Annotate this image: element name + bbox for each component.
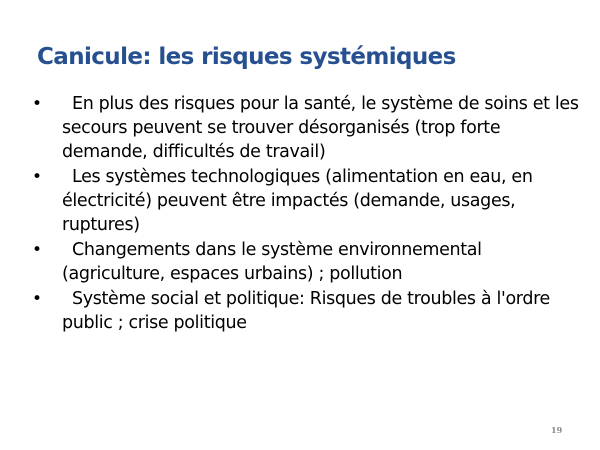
bullet-dot-icon: • (32, 94, 42, 114)
bullet-item (30, 92, 585, 164)
bullet-text: Système social et politique: Risques de troubles à l'ordre public ; crise politique (62, 289, 550, 333)
page-number: 19 (551, 425, 563, 435)
bullet-item (30, 287, 585, 335)
slide-title: Canicule: les risques systémiques (37, 44, 456, 70)
bullet-text: En plus des risques pour la santé, le système de soins et les secours peuvent se trouver désorganisés (trop forte demande, difficultés de travail) (62, 94, 579, 162)
bullet-dot-icon: • (32, 289, 42, 309)
bullet-dot-icon: • (32, 167, 42, 187)
bullet-dot-icon: • (32, 240, 42, 260)
bullet-text: Les systèmes technologiques (alimentation en eau, en électricité) peuvent être impactés (demande, usages, ruptures) (62, 167, 533, 235)
bullet-text: Changements dans le système environnemental (agriculture, espaces urbains) ; pollution (62, 240, 482, 284)
bullet-list (30, 92, 585, 336)
bullet-item (30, 165, 585, 237)
bullet-item (30, 238, 585, 286)
